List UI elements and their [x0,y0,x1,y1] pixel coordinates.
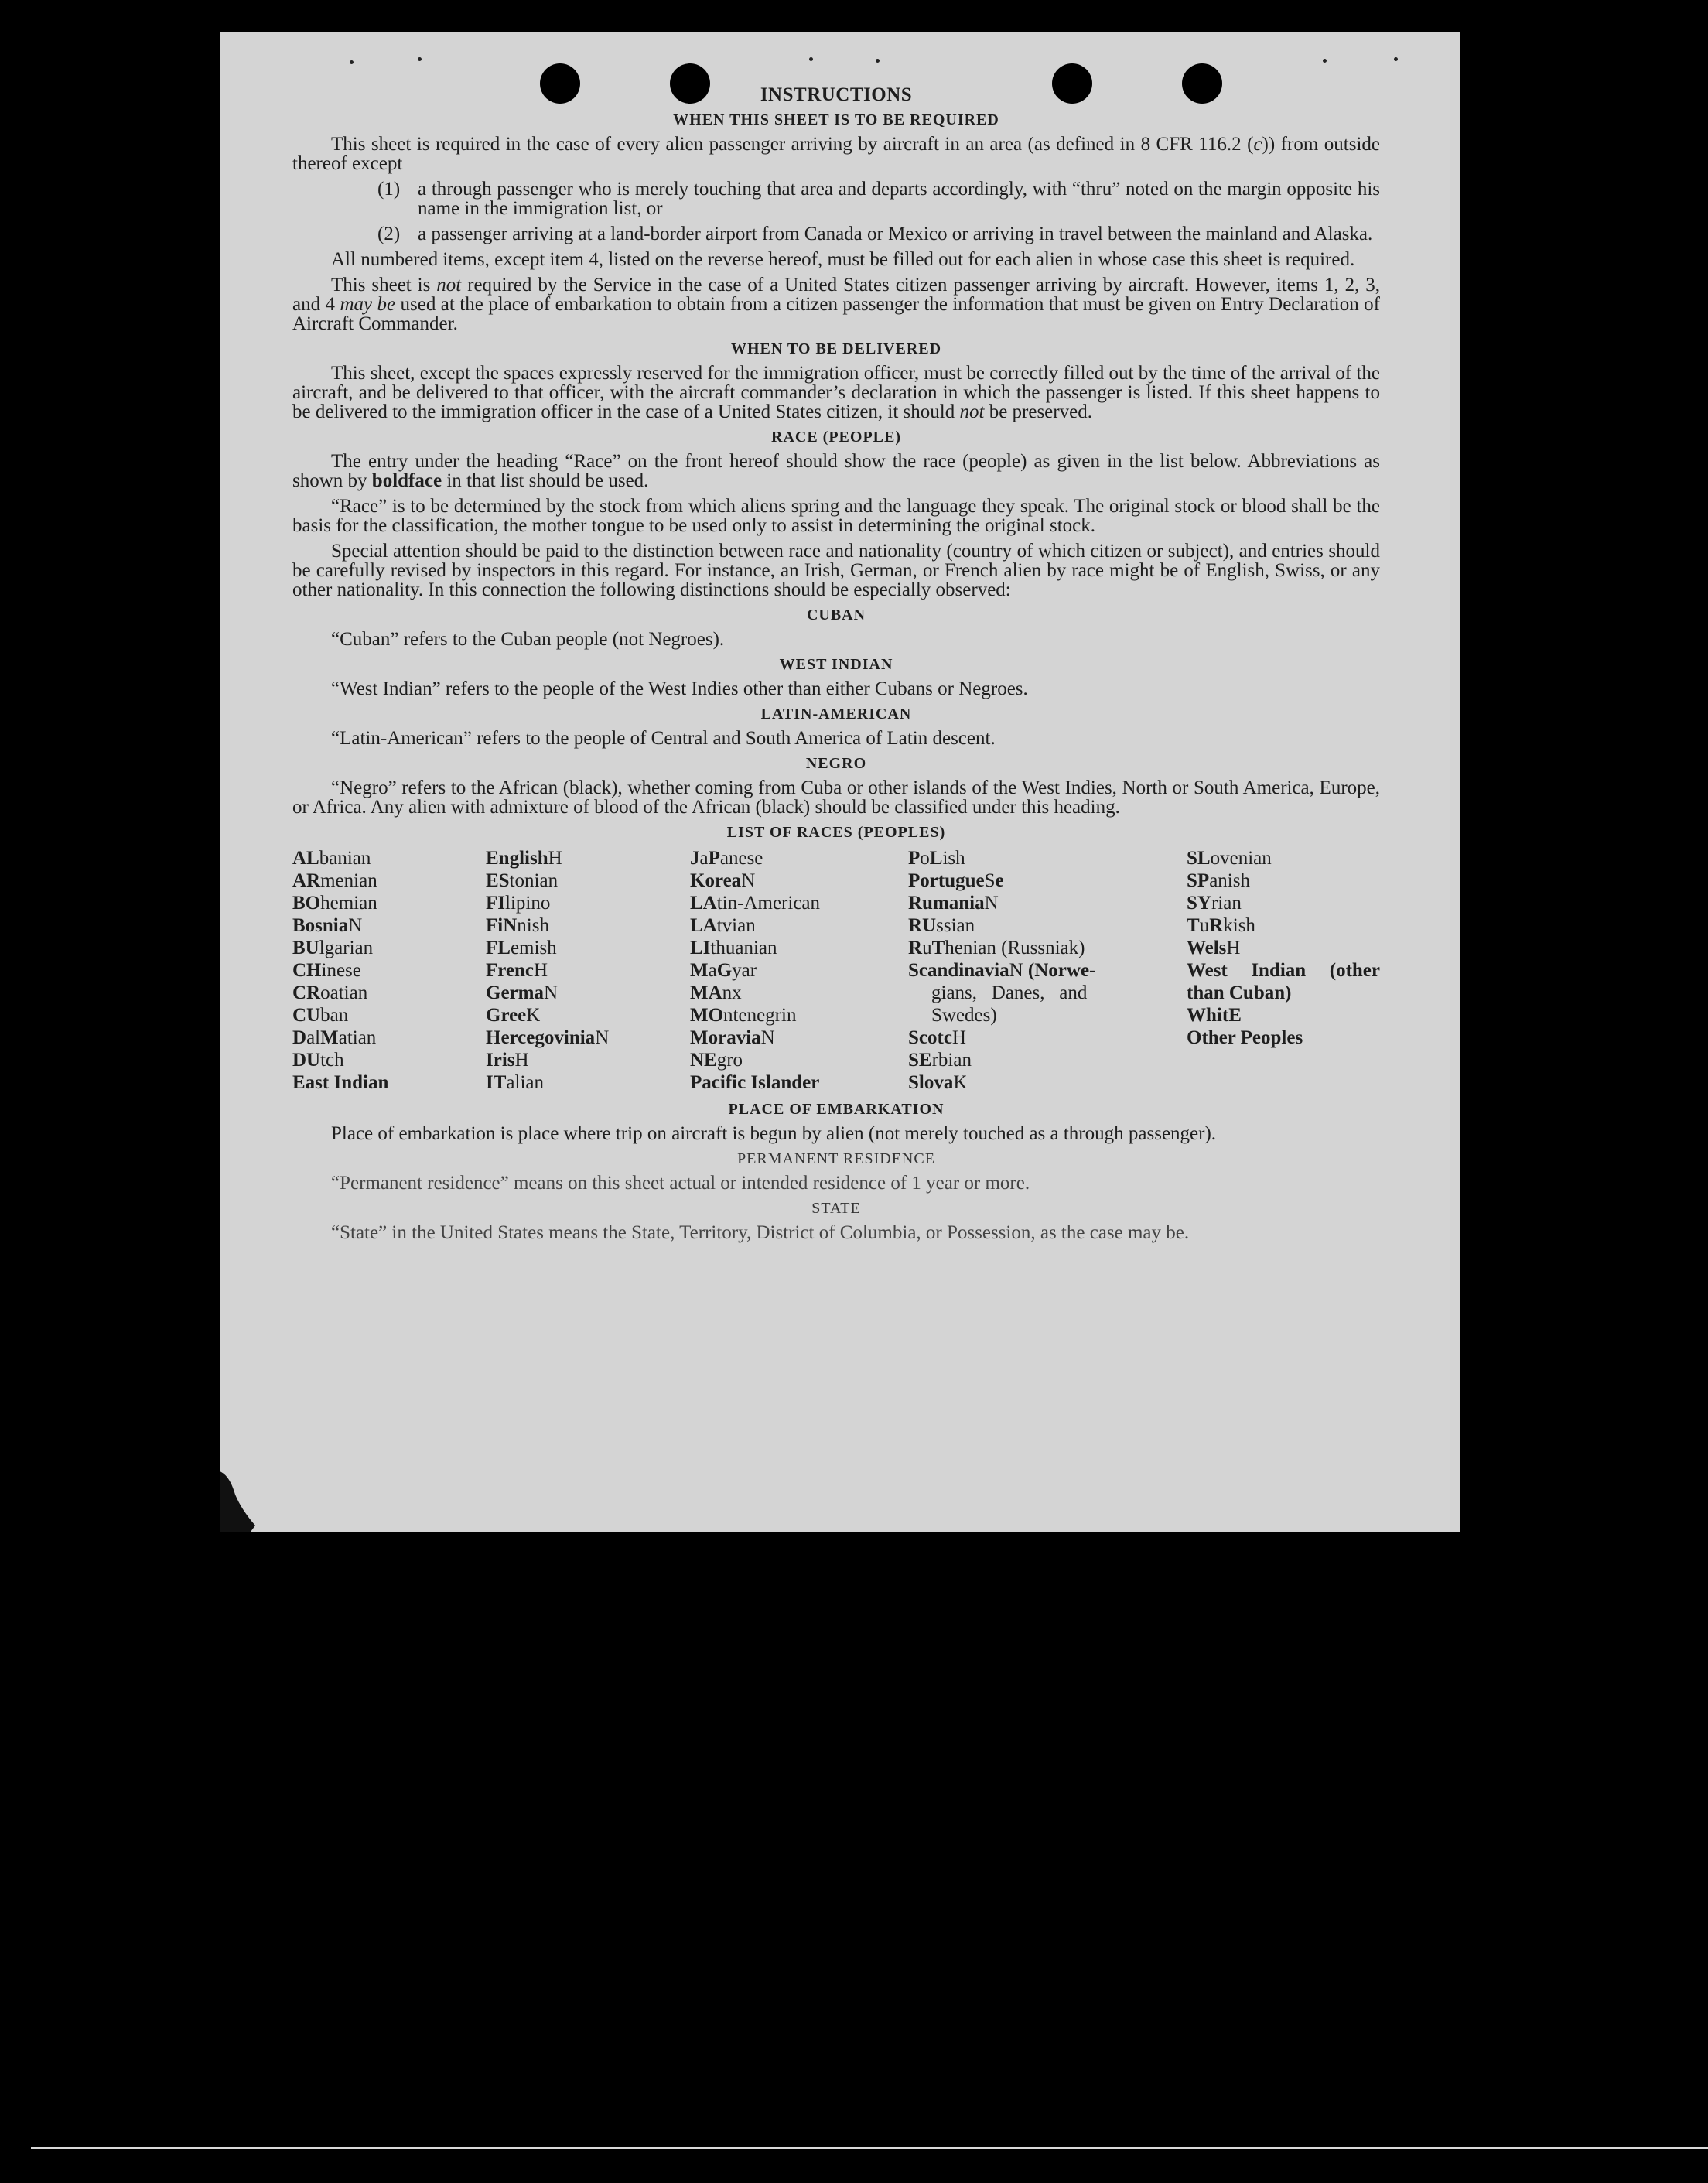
instructions-text [292,85,1380,1249]
paragraph: This sheet, except the spaces expressly reserved for the immigration officer, must be correctly filled out by the time of the arrival of the aircraft, and be delivered to that officer, with the aircraft commander’s declaration in which the passenger is listed. If this sheet happens to be delivered to the immigration officer in the case of a United States citizen, it should not be preserved. [292,363,1380,422]
races-column [908,847,1187,1094]
list-item: (2) a passenger arriving at a land-border airport from Canada or Mexico or arriving in travel between the mainland and Alaska. [377,224,1373,244]
scan-edge-line [31,2147,1708,2149]
race-entry: RuThenian (Russniak) [908,938,1085,958]
race-entry-continuation: gians, Danes, and [931,982,1088,1003]
races-column [690,847,908,1094]
race-entry: NEgro [690,1050,743,1071]
race-entry: LAtvian [690,915,756,936]
race-entry: MOntenegrin [690,1005,797,1026]
ink-blot [220,1464,266,1532]
section-heading-cuban: CUBAN [806,606,866,623]
race-entry: FLemish [486,938,557,958]
section-heading-race: RACE (PEOPLE) [771,429,901,446]
paragraph: “West Indian” refers to the people of the West Indies other than either Cubans or Negroes. [331,678,1028,699]
race-entry: CUban [292,1005,349,1026]
paragraph: “Race” is to be determined by the stock from which aliens spring and the language they speak. The original stock or blood shall be the basis for the classification, the mother tongue to be used only to assist in determining the original stock. [292,496,1380,536]
race-entry: SErbian [908,1050,972,1071]
race-entry: EStonian [486,870,559,891]
race-entry: IrisH [486,1050,529,1071]
race-entry: Pacific Islander [690,1072,820,1093]
paragraph: “Negro” refers to the African (black), whether coming from Cuba or other islands of the West Indies, North or South America, Europe, or Africa. Any alien with admixture of blood of the African (black) should be classified under this heading. [292,777,1380,818]
race-entry: MAnx [690,982,742,1003]
speck [1323,59,1327,63]
paragraph: The entry under the heading “Race” on the front hereof should show the race (people) as given in the list below. Abbreviations as shown by boldface in that list should be used. [292,451,1380,491]
section-heading-embarkation: PLACE OF EMBARKATION [728,1101,945,1118]
race-entry: SlovaK [908,1072,968,1093]
race-entry: ITalian [486,1072,544,1093]
speck [350,60,354,64]
speck [876,59,880,63]
race-entry: RUssian [908,915,975,936]
race-entry: ALbanian [292,848,371,869]
paragraph: This sheet is not required by the Service in the case of a United States citizen passenger arriving by aircraft. However, items 1, 2, 3, and 4 may be used at the place of embarkation to obtain from a citizen passenger the information that must be given on Entry Declaration of Aircraft Commander. [292,275,1380,334]
race-entry: PortugueSe [908,870,1004,891]
race-entry: DalMatian [292,1027,377,1048]
race-entry: SPanish [1187,870,1250,891]
race-entry: FIlipino [486,893,551,914]
section-heading-residence: PERMANENT RESIDENCE [737,1150,935,1167]
race-entry: RumaniaN [908,893,999,914]
page-title: INSTRUCTIONS [760,84,913,105]
race-entry: KoreaN [690,870,756,891]
race-entry: ScandinaviaN (Norwe- [908,960,1096,981]
race-entry: BOhemian [292,893,377,914]
section-heading-when-delivered: WHEN TO BE DELIVERED [730,340,942,357]
race-entry: GermaN [486,982,559,1003]
speck [809,57,813,61]
race-entry: LAtin-American [690,893,821,914]
race-entry: WhitE [1187,1005,1242,1026]
race-entry: TuRkish [1187,915,1255,936]
races-column [292,847,486,1094]
races-list [292,847,1380,1094]
race-entry: EnglishH [486,848,562,869]
paragraph: All numbered items, except item 4, listed on the reverse hereof, must be filled out for each alien in whose case this sheet is required. [331,249,1355,270]
paragraph: Special attention should be paid to the distinction between race and nationality (country of which citizen or subject), and entries should be carefully revised by inspectors in this regard. For instance, an Irish, German, or French alien by race might be of English, Swiss, or any other nationality. In this connection the following distinctions should be especially observed: [292,541,1380,600]
race-entry: MoraviaN [690,1027,775,1048]
paragraph: “Permanent residence” means on this sheet actual or intended residence of 1 year or more. [331,1173,1030,1194]
races-column [486,847,690,1094]
list-item: (1) a through passenger who is merely touching that area and departs accordingly, with “thru” noted on the margin opposite his name in the immigration list, or [377,179,1380,219]
race-entry: ScotcH [908,1027,966,1048]
race-entry: FiNnish [486,915,549,936]
race-entry: PoLish [908,848,965,869]
race-entry: WelsH [1187,938,1241,958]
speck [418,57,422,61]
race-entry: BUlgarian [292,938,374,958]
section-heading-west-indian: WEST INDIAN [779,656,893,673]
race-entry: SLovenian [1187,848,1272,869]
paragraph: “Cuban” refers to the Cuban people (not Negroes). [331,629,725,650]
section-heading-when-required: WHEN THIS SHEET IS TO BE REQUIRED [673,111,999,128]
race-entry: HercegoviniaN [486,1027,610,1048]
race-entry: SYrian [1187,893,1242,914]
race-entry: East Indian [292,1072,389,1093]
race-entry: ARmenian [292,870,377,891]
paragraph: “State” in the United States means the State, Territory, District of Columbia, or Possession, as the case may be. [331,1222,1190,1243]
race-entry: Other Peoples [1187,1027,1303,1048]
section-heading-state: STATE [811,1200,861,1217]
race-entry: BosniaN [292,915,363,936]
races-column [1187,847,1380,1094]
speck [1394,57,1398,61]
race-entry: MaGyar [690,960,757,981]
race-entry: DUtch [292,1050,344,1071]
race-entry: LIthuanian [690,938,777,958]
document-page [220,32,1460,1532]
paragraph: Place of embarkation is place where trip on aircraft is begun by alien (not merely touched as a through passenger). [331,1123,1217,1144]
race-entry: FrencH [486,960,548,981]
section-heading-negro: NEGRO [805,755,867,772]
race-entry: GreeK [486,1005,541,1026]
paragraph: This sheet is required in the case of every alien passenger arriving by aircraft in an area (as defined in 8 CFR 116.2 (c)) from outside thereof except [292,134,1380,174]
section-heading-list-of-races: LIST OF RACES (PEOPLES) [726,824,946,841]
paragraph: “Latin-American” refers to the people of Central and South America of Latin descent. [331,728,996,749]
race-entry: CHinese [292,960,361,981]
race-entry-continuation: Swedes) [931,1005,997,1026]
race-entry: JaPanese [690,848,763,869]
race-entry: West Indian (other than Cuban) [1187,960,1380,1003]
race-entry: CRoatian [292,982,368,1003]
section-heading-latin-american: LATIN-AMERICAN [760,705,912,723]
